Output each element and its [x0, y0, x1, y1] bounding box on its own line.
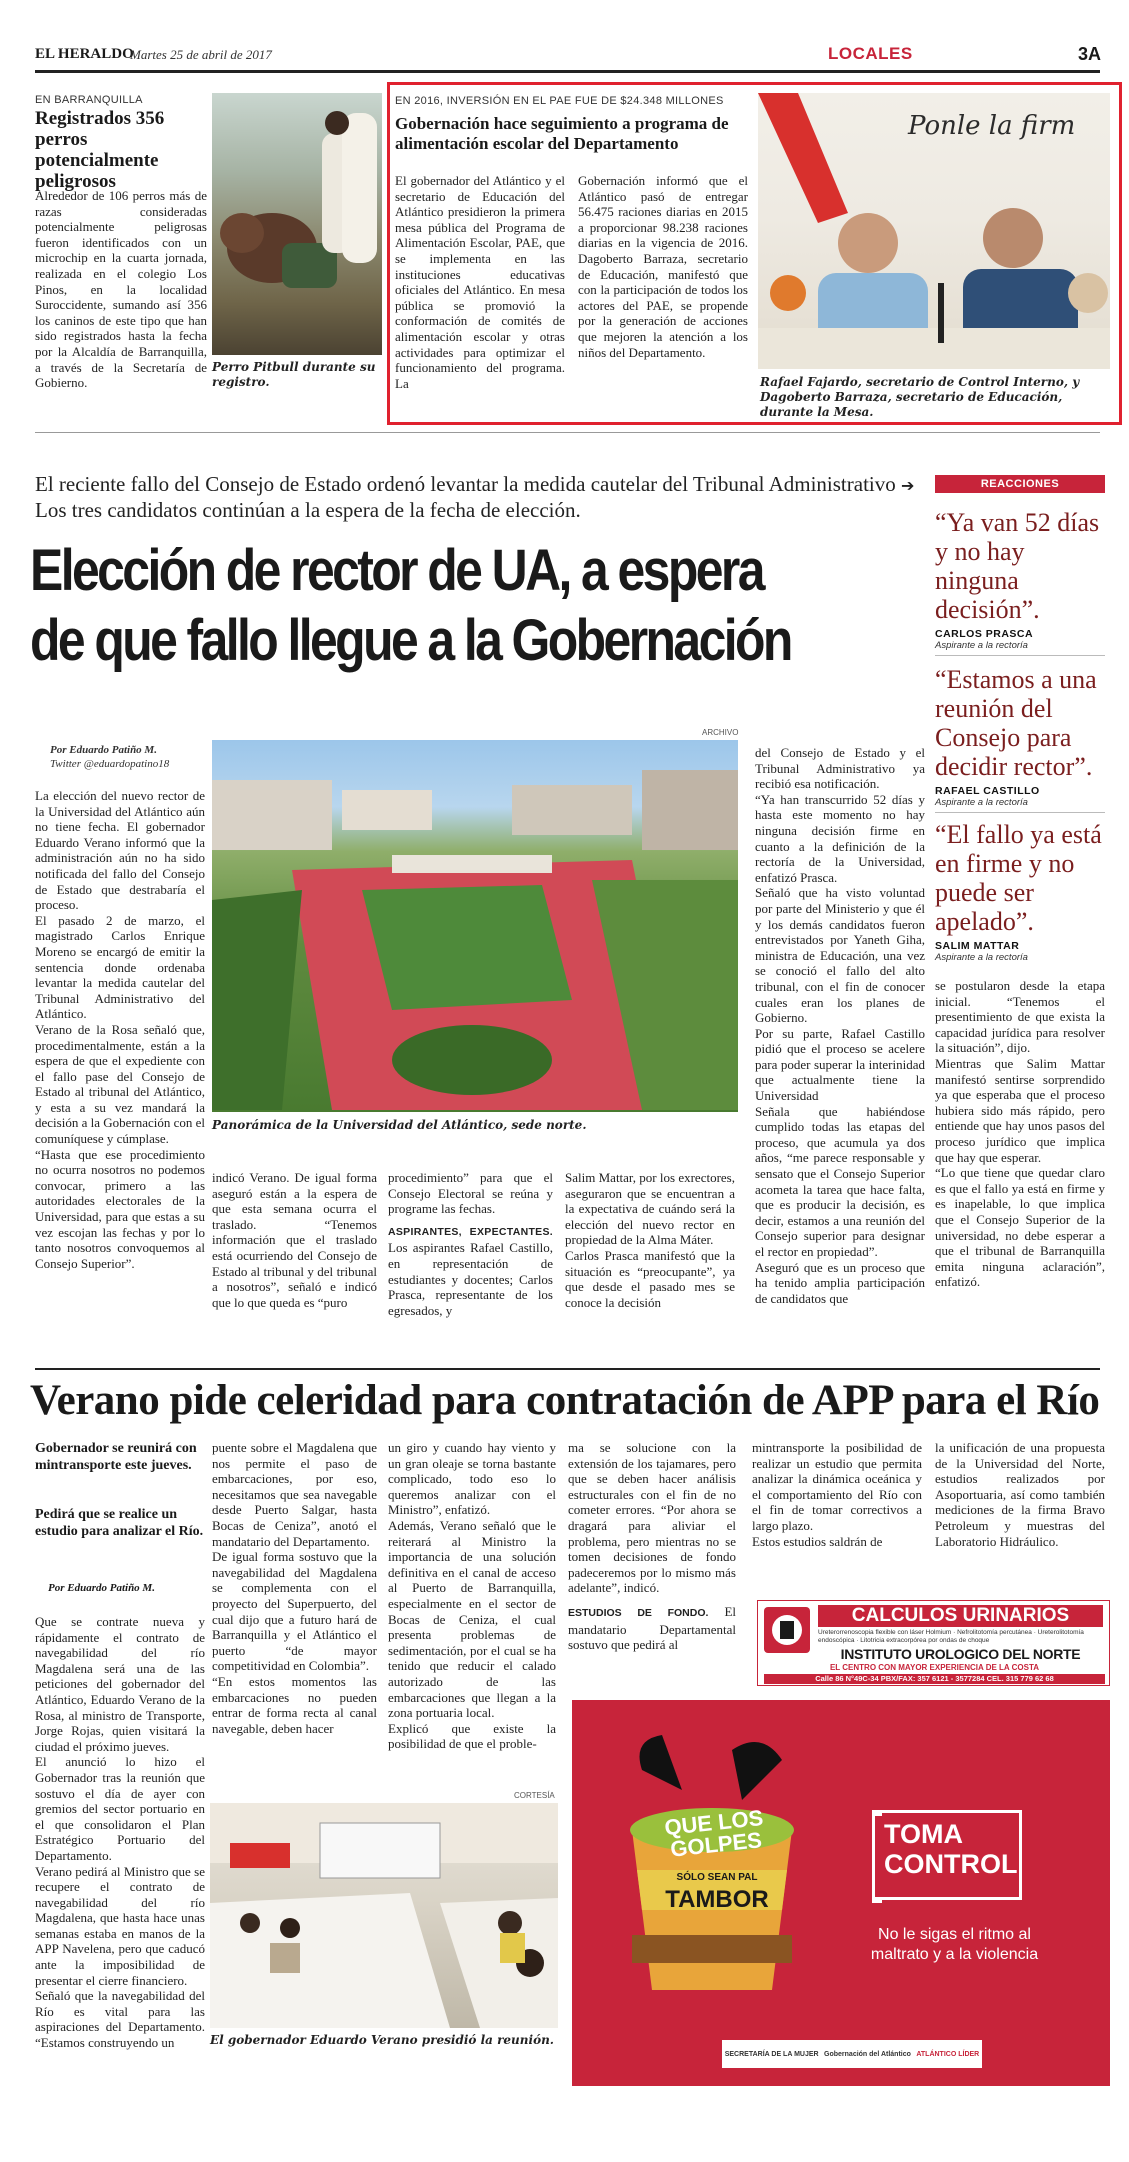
story3-col5-p6: Aseguró que es un proceso que ha tenido amplia participación de candidatos que [755, 1259, 925, 1306]
ad-uro-service-2: Nefrolitotomía percutánea [957, 1629, 1032, 1636]
reaction-1-role: Aspirante a la rectoría [935, 640, 1028, 651]
story4-col5-p2: Estos estudios saldrán de [752, 1533, 883, 1549]
ad-uro-service-1: Ureterorrenoscopia flexible con láser Holmium [818, 1629, 952, 1636]
campaign-title: TOMA CONTROL [884, 1819, 1018, 1879]
story3-col3-p1: procedimiento” para que el Consejo Electoral se reúna y programe las fechas. [388, 1170, 553, 1217]
story4-headline: Verano pide celeridad para contratación de APP para el Río [30, 1377, 1100, 1424]
story4-caption: El gobernador Eduardo Verano presidió la reunión. [210, 2033, 554, 2047]
story4-col2-p3: “En estos momentos las embarcaciones no pueden entrar de forma recta al canal navegable, deben hacer [212, 1673, 377, 1736]
reaction-3 [935, 820, 1105, 963]
logo-gobernacion: Gobernación del Atlántico [824, 2050, 911, 2058]
ad-uro-service-4: Litotricia extracorpórea por ondas de choque [860, 1637, 990, 1644]
pae-banner-text: Ponle la firm [908, 111, 1076, 141]
pae-meeting-photo [758, 93, 1110, 369]
story4-col4-p2 [568, 1604, 736, 1653]
ad-toma-control[interactable] [572, 1700, 1110, 2086]
story3-col1-p2: El pasado 2 de marzo, el magistrado Carlos Enrique Moreno se encargó de emitir la sentencia donde ordenaba levantar la medida cautelar del Tribunal Administrativo del Atlántico. [35, 912, 205, 1022]
story2-col1: El gobernador del Atlántico y el secretario de Educación del Atlántico presidieron la primera mesa pública del Programa de Alimentación Escolar, PAE, que se implementa en las instituciones educativas oficiales del Atlántico. En mesa pública se promovió la conformación de comités de alimentación escolar y otras actividades para optimizar el funcionamiento del programa. La [395, 173, 565, 391]
story3-col5-p5: Señala que habiéndose cumplido todas las etapas del proceso, que acumula ya dos años, “me parece responsable y sensato que el Consejo Superior acometa la tarea que hace falta, que es producir la decisión, es decir, estamos a una reunión del Consejo superior para designar el rector en propiedad”. [755, 1103, 925, 1259]
story4-col3 [388, 1440, 556, 1752]
reaction-1 [935, 508, 1105, 651]
story3-col5-p2: “Ya han transcurrido 52 días y hasta este momento no hay ninguna decisión firme en cuanto a la definición de la rectoría de la Universidad, enfatizó Prasca. [755, 791, 925, 885]
story4-col1-p4: Señaló que la navegabilidad del Río es vital para las aspiraciones del Departamento. “Estamos construyendo un [35, 1988, 205, 2051]
drum-text-2: SÓLO SEAN PAL [676, 1872, 758, 1883]
story2-col2: Gobernación informó que el Atlántico pasó de entregar 56.475 raciones diarias en 2015 a proporcionar 98.238 raciones diarias en la vigencia de 2016. Dagoberto Barraza, secretario de Educación, manifestó que con la participación de todos los actores del PAE, se propende por la generación de acciones que mejoren la atención a los niños del Departamento. [578, 173, 748, 360]
drum-illustration [612, 1730, 812, 2000]
story1-kicker: EN BARRANQUILLA [35, 94, 143, 106]
story3-col6-p3: “Lo que tiene que quedar claro es que el fallo ya está en firme y es inapelable, lo que implica que el Consejo Superior de la universidad, no debe esperar a que el tribunal de Barranquilla emita ninguna aclaración”, enfatizó. [935, 1165, 1105, 1290]
reactions-label: REACCIONES [935, 475, 1105, 493]
drum-text-1: QUE LOS GOLPES [663, 1804, 765, 1862]
story3-caption: Panorámica de la Universidad del Atlántico, sede norte. [212, 1118, 587, 1132]
campaign-message: No le sigas el ritmo al maltrato y a la violencia [870, 1926, 1039, 1963]
story2-caption: Rafael Fajardo, secretario de Control Interno, y Dagoberto Barraza, secretario de Educación, durante la Mesa. [760, 375, 1080, 419]
meeting-photo [210, 1803, 558, 2028]
section-label: LOCALES [828, 44, 913, 63]
story3-byline [50, 743, 169, 771]
story3-col3 [388, 1170, 553, 1318]
story4-col5 [752, 1440, 922, 1549]
story4-photo-credit: CORTESÍA [514, 1791, 555, 1800]
story3-col1-p1: La elección del nuevo rector de la Universidad del Atlántico aún no tiene fecha. El gobernador Eduardo Verano informó que la administración aún no ha sido notificada del fallo del Consejo de Estado que destrabaría el proceso. [35, 788, 205, 913]
story4-col4-p2-text: El mandatario Departamental sostuvo que pedirá al [568, 1603, 736, 1653]
story3-col5-p3: Señaló que ha visto voluntad por parte del Ministerio y que él y los demás candidatos fueron entrevistados por Yaneth Giha, ministra de Educación, una vez se conoció el fallo del alto tribunal, con el fin de conocer cuales eran los planes de Gobierno. [755, 885, 925, 1026]
ad-uro-tagline: EL CENTRO CON MAYOR EXPERIENCIA DE LA COSTA [829, 1663, 1040, 1672]
story4-lead1: Gobernador se reunirá con mintransporte este jueves. [35, 1441, 197, 1473]
story4-col3-p1: un giro y cuando hay viento y un gran oleaje se torna bastante complicado, todo eso lo queremos analizar con el Ministro”, enfatizó. [388, 1440, 556, 1518]
ad-uro-title: CALCULOS URINARIOS [818, 1605, 1103, 1627]
story3-col5-p4: Por su parte, Rafael Castillo pidió que el proceso se acelere para poder superar la interinidad que actualmente tiene la Universidad [755, 1025, 925, 1104]
story3-headline: Elección de rector de UA, a espera de que fallo llegue a la Gobernación [30, 538, 791, 673]
ad-uro-address: Calle 86 N°49C-34 PBX/FAX: 357 6121 - 3577284 CEL. 315 779 62 68 [764, 1674, 1105, 1684]
story4-col4-p1: ma se solucione con la extensión de los tajamares, pero que se deben hacer análisis estructurales con el fin de no cometer errores. “Por ahora se dragará para aliviar el problema, pero mientras no se tomen decisiones de fondo padeceremos por lo mismo más adelante”, indicó. [568, 1440, 736, 1596]
story3-photo-credit: ARCHIVO [702, 728, 739, 737]
story1-headline: Registrados 356 perros potencialmente peligrosos [35, 108, 165, 192]
reaction-2-name: RAFAEL CASTILLO [935, 785, 1040, 797]
logo-atlantico-lider: ATLÁNTICO LÍDER [916, 2050, 980, 2058]
story4-col2 [212, 1440, 377, 1736]
story3-deck [35, 472, 935, 523]
issue-date: Martes 25 de abril de 2017 [130, 47, 272, 62]
story3-col3-p2 [388, 1223, 553, 1319]
story1-body: Alrededor de 106 perros más de razas consideradas potencialmente peligrosas fueron identificados con un microchip en la cuarta jornada, realizada en el colegio Los Pinos, en la localidad Suroccidente, sumando así 356 los caninos de este tipo que han sido registrados hasta la fecha por la Alcaldía de Barranquilla, a través de la Secretaría de Gobierno. [35, 188, 207, 391]
story4-col1-p1: Que se contrate nueva y rápidamente el contrato de navegabilidad del río Magdalena será una de las peticiones del gobernador del Atlántico, Eduardo Verano de la Rosa, al ministro de Transporte, Jorge Rojas, quien visitará la ciudad el próximo jueves. [35, 1614, 205, 1754]
story3-col1 [35, 788, 205, 1271]
ad-uro-service-3: Ureterolitotomía endoscópica [818, 1629, 1084, 1644]
masthead: EL HERALDO [35, 46, 134, 62]
story4-col1 [35, 1614, 205, 2051]
story4-col1-p2: El anunció lo hizo el Gobernador tras la reunión que sostuvo el día de ayer con gremios del sector portuario en el que consolidaron el Plan Estratégico Portuario del Departamento. [35, 1754, 205, 1863]
story2-kicker: EN 2016, INVERSIÓN EN EL PAE FUE DE $24.348 MILLONES [395, 95, 724, 107]
story3-col6-p2: Mientras que Salim Mattar manifestó sentirse sorprendido ya que esperaba que el proceso hubiera sido más rápido, pero entiende que hay unos pasos del proceso jurídico que implica que hay que esperar. [935, 1055, 1105, 1165]
story3-col6 [935, 978, 1105, 1290]
deck-arrow-icon: ➔ [901, 476, 915, 495]
ad-uro-services: Ureterorrenoscopia flexible con láser Holmium · Nefrolitotomía percutánea · Ureterolitotomía endoscópica · Litotricia extracorpórea por ondas de choque [818, 1629, 1084, 1644]
story3-deck-a: El reciente fallo del Consejo de Estado ordenó levantar la medida cautelar del Tribunal Administrativo [35, 472, 896, 496]
ad-urologico[interactable] [757, 1600, 1110, 1686]
reaction-2-quote: “Estamos a una reunión del Consejo para decidir rector”. [935, 665, 1097, 781]
section-rule-1 [35, 432, 1100, 433]
story4-col6: la unificación de una propuesta de la Universidad del Norte, estudios realizados por Asoportuaria, así como también mediciones de la firma Bravo Petroleum y muestras del Laboratorio Hidráulico. [935, 1440, 1105, 1549]
story3-col1-p4: “Hasta que ese procedimiento no ocurra nosotros no podemos convocar, primero a las autoridades electorales de la Universidad, para que estas a su vez escojan las fechas y por lo tanto nosotros convoquemos al Consejo Superior”. [35, 1146, 205, 1271]
ad-uro-logo [764, 1607, 810, 1653]
story3-col6-p1: se postularon desde la etapa inicial. “Tenemos el presentimiento de que exista la capacidad jurídica para resolver la situación”, dijo. [935, 978, 1105, 1056]
story3-col1-p3: Verano de la Rosa señaló que, procedimentalmente, están a la espera de que el expediente con el fallo pase del Consejo de Estado al tribunal del Atlántico, y esta a su vez mandará la decisión a la Gobernación con el comuníquese y cúmplase. [35, 1021, 206, 1147]
reaction-3-role: Aspirante a la rectoría [935, 952, 1028, 963]
campaign-logo [872, 1810, 1022, 1900]
header-rule [35, 70, 1100, 73]
story3-col4: Salim Mattar, por los exrectores, aseguraron que se encuentran a la expectativa de cuándo será la elección del nuevo rector en propiedad de la Alma Máter. Carlos Prasca manifestó que la situación es “preocupante”, ya que desde el pasado mes se conoce la decisión [565, 1170, 735, 1310]
story3-col2: indicó Verano. De igual forma aseguró están a la espera de que esta semana ocurra el traslado. “Tenemos información que el traslado está ocurriendo del Consejo de Estado al tribunal y del tribunal a nosotros”, señaló e indicó que lo que queda es “puro [212, 1170, 377, 1310]
reaction-3-quote: “El fallo ya está en firme y no puede ser apelado”. [935, 820, 1102, 936]
ad-uro-name: INSTITUTO UROLOGICO DEL NORTE [840, 1646, 1081, 1662]
story1-caption: Perro Pitbull durante su registro. [212, 360, 376, 389]
story3-col5 [755, 745, 925, 1306]
story4-col3-p3: Explicó que existe la posibilidad de que el proble- [388, 1720, 556, 1752]
story4-col1-p3: Verano pedirá al Ministro que se recupere el contrato de navegabilidad del río Magdalena, que hasta hace unas semanas estaba en manos de la APP Navelena, pero que caducó ante la imposibilidad de presentar el cierre financiero. [35, 1863, 205, 1988]
story4-lead2: Pedirá que se realice un estudio para analizar el Río. [35, 1507, 204, 1539]
byline-author: Por Eduardo Patiño M. [50, 744, 157, 756]
reaction-2-role: Aspirante a la rectoría [935, 797, 1028, 808]
story3-col3-p2-text: Los aspirantes Rafael Castillo, en representación de estudiantes y docentes; Carlos Prasca, representante de los egresados, y [388, 1240, 553, 1318]
story4-col2-p1: puente sobre el Magdalena que nos permite el paso de embarcaciones, por eso, necesitamos que sea navegable desde Puerto Salgar, hasta Bocas de Ceniza”, anotó el mandatario del Departamento. [212, 1440, 377, 1549]
logo-secretaria-mujer: SECRETARÍA DE LA MUJER [724, 2050, 819, 2058]
reaction-divider-1 [935, 655, 1105, 656]
page-number: 3A [1078, 44, 1102, 64]
byline-twitter[interactable]: Twitter @eduardopatino18 [50, 758, 170, 770]
reaction-divider-2 [935, 812, 1105, 813]
story4-col5-p1: mintransporte la posibilidad de realizar un estudio que permita analizar la dinámica oceánica y el comportamiento del Río con el fin de tomar correctivos a largo plazo. [752, 1440, 922, 1533]
reaction-1-quote: “Ya van 52 días y no hay ninguna decisión”. [935, 508, 1100, 624]
story2-headline: Gobernación hace seguimiento a programa de alimentación escolar del Departamento [395, 114, 729, 153]
story4-col4 [568, 1440, 736, 1653]
reaction-2 [935, 665, 1105, 808]
story3-deck-b: Los tres candidatos continúan a la espera de la fecha de elección. [35, 498, 581, 522]
pitbull-photo [212, 93, 382, 355]
story4-col3-p2: Además, Verano señaló que le reiterará al Ministro la importancia de una solución definitiva en el canal de acceso al Puerto de Barranquilla, especialmente en el sector de Bocas de Ceniza, el cual presenta problemas de sedimentación, por el cual se ha tenido que reducir el calado autorizado de las embarcaciones que llegan a la zona portuaria local. [388, 1517, 556, 1721]
story4-byline: Por Eduardo Patiño M. [48, 1582, 155, 1594]
drum-text-3: TAMBOR [665, 1886, 769, 1913]
story4-col4-subhead: ESTUDIOS DE FONDO. [568, 1606, 709, 1619]
reaction-1-name: CARLOS PRASCA [935, 628, 1034, 640]
university-photo [212, 740, 738, 1112]
section-rule-2 [35, 1368, 1100, 1370]
story3-col3-subhead: ASPIRANTES, EXPECTANTES. [388, 1225, 553, 1238]
ad-logos-strip [722, 2040, 982, 2068]
reaction-3-name: SALIM MATTAR [935, 940, 1020, 952]
story3-col5-p1: del Consejo de Estado y el Tribunal Administrativo ya recibió esa notificación. [755, 745, 925, 792]
story4-col2-p2: De igual forma sostuvo que la navegabilidad del Magdalena se complementa con el proyecto del Superpuerto, del cual dijo que a futuro hará de Barranquilla y el Atlántico el puerto “de mayor competitividad en Colombia”. [212, 1549, 377, 1674]
